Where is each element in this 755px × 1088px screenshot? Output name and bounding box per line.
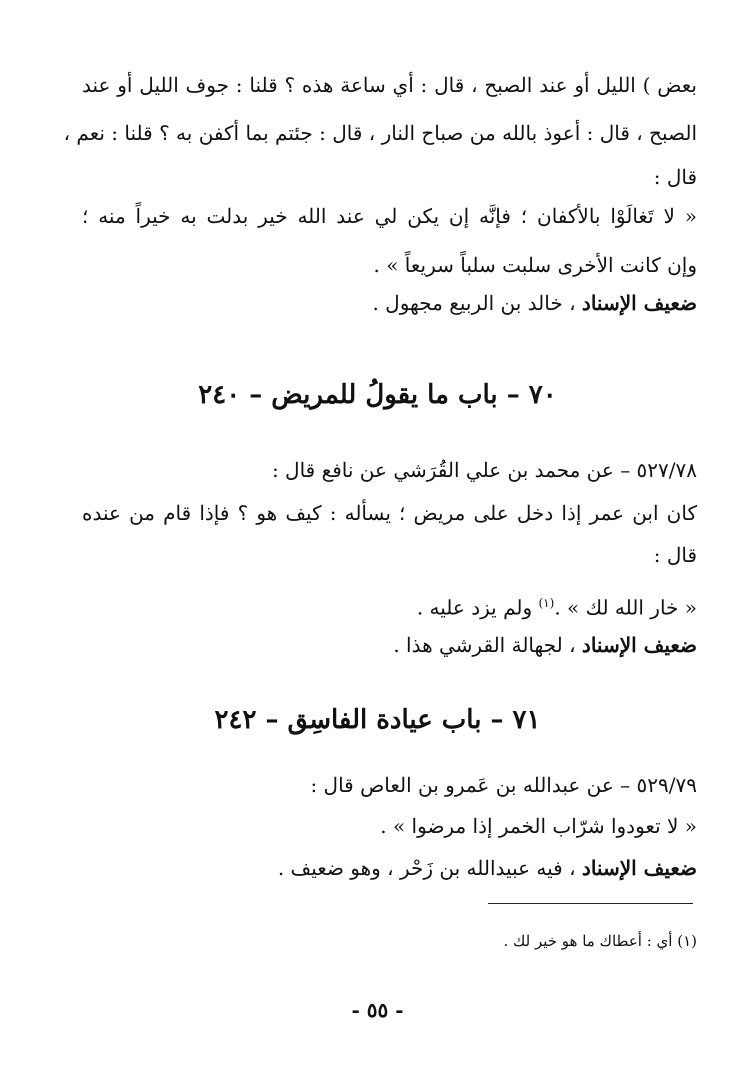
grading-line-2 xyxy=(393,630,697,660)
grading-line-3 xyxy=(278,853,697,883)
grading-label: ضعيف الإسناد xyxy=(581,856,697,880)
body-line-3: قال : xyxy=(653,165,697,189)
footnote-marker: (١) xyxy=(538,596,555,610)
quote-tail: ولم يزد عليه . xyxy=(416,595,533,620)
page-number: - ٥٥ - xyxy=(351,998,404,1022)
hadith-text-line-2: وإن كانت الأخرى سلبت سلباً سريعاً » . xyxy=(373,253,697,277)
hadith-text-line-1: « لا تَغالَوْا بالأكفان ؛ فإنَّه إن يكن لي عند الله خير بدلت به خيراً منه ؛ xyxy=(82,204,697,228)
body-line-1: بعض ) الليل أو عند الصبح ، قال : أي ساعة هذه ؟ قلنا : جوف الليل أو عند xyxy=(82,73,697,97)
chapter-heading-70: ٧٠ – باب ما يقولُ للمريض – ٢٤٠ xyxy=(198,380,557,410)
quote-text: « خار الله لك » . xyxy=(554,595,697,620)
hadith-chain-527: ٥٢٧/٧٨ – عن محمد بن علي القُرَشي عن نافع قال : xyxy=(271,458,697,482)
grading-note: ، لجهالة القرشي هذا . xyxy=(393,633,576,657)
hadith-text-527-line-3 xyxy=(417,588,697,623)
grading-label: ضعيف الإسناد xyxy=(581,291,697,315)
hadith-text-527-line-2: قال : xyxy=(653,543,697,567)
footnote: (١) أي : أعطاك ما هو خير لك . xyxy=(503,932,697,950)
body-line-2: الصبح ، قال : أعوذ بالله من صباح النار ، قال : جئتم بما أكفن به ؟ قلنا : نعم ، xyxy=(63,121,697,145)
hadith-text-529: « لا تعودوا شرّاب الخمر إذا مرضوا » . xyxy=(380,814,697,838)
hadith-chain-529: ٥٢٩/٧٩ – عن عبدالله بن عَمرو بن العاص قال : xyxy=(310,773,697,797)
hadith-text-527-line-1: كان ابن عمر إذا دخل على مريض ؛ يسأله : كيف هو ؟ فإذا قام من عنده xyxy=(82,501,697,525)
grading-note: ، خالد بن الربيع مجهول . xyxy=(372,291,576,315)
chapter-heading-71: ٧١ – باب عيادة الفاسِق – ٢٤٢ xyxy=(214,705,541,735)
grading-label: ضعيف الإسناد xyxy=(581,633,697,657)
footnote-separator xyxy=(488,903,693,904)
grading-note: ، فيه عبيدالله بن زَحْر ، وهو ضعيف . xyxy=(277,856,576,880)
grading-line-1 xyxy=(372,288,697,318)
